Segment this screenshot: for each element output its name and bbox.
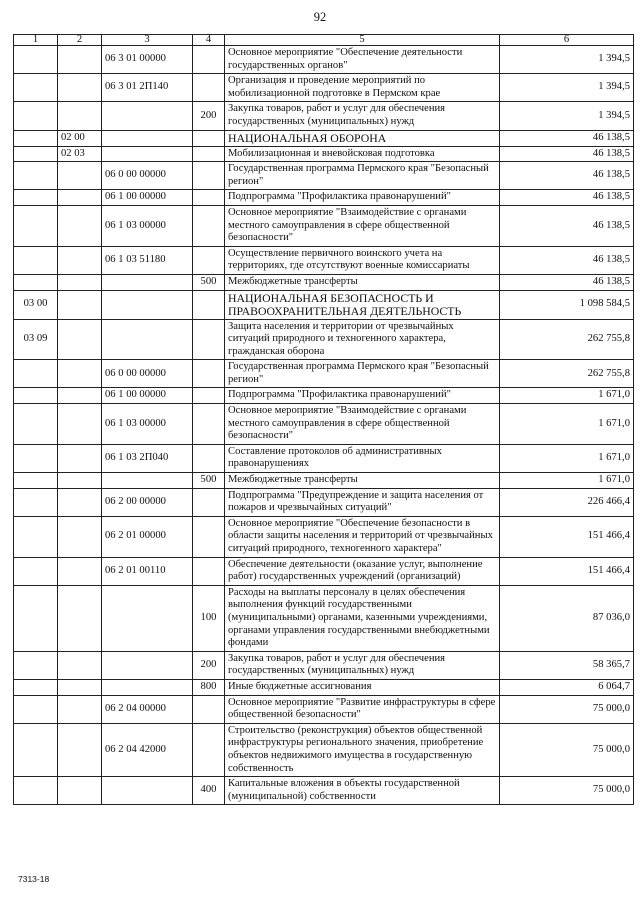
section-code [14,585,58,651]
table-row [14,388,634,404]
section-code [14,444,58,472]
section-code [14,723,58,776]
table-row [14,557,634,585]
expense-type-code [193,190,225,206]
amount: 1 671,0 [500,388,634,404]
expense-type-code [193,74,225,102]
expense-type-code: 500 [193,473,225,489]
section-code [14,388,58,404]
expense-type-code [193,723,225,776]
subsection-code [58,516,102,557]
section-code [14,679,58,695]
amount: 87 036,0 [500,585,634,651]
amount: 1 394,5 [500,46,634,74]
table-row [14,777,634,805]
subsection-code [58,651,102,679]
subsection-code [58,290,102,319]
target-article-code [102,274,193,290]
amount: 46 138,5 [500,190,634,206]
amount: 1 671,0 [500,473,634,489]
expense-type-code [193,388,225,404]
subsection-code [58,46,102,74]
section-code [14,274,58,290]
item-name: Обеспечение деятельности (оказание услуг, выполнение работ) государственных учреждений (организаций) [225,557,500,585]
page-number: 92 [313,10,327,24]
section-code [14,102,58,130]
expense-type-code [193,162,225,190]
table-row [14,695,634,723]
expense-type-code: 200 [193,651,225,679]
item-name: Закупка товаров, работ и услуг для обеспечения государственных (муниципальных) нужд [225,651,500,679]
section-code [14,695,58,723]
subsection-code: 02 00 [58,130,102,146]
table-row [14,319,634,360]
item-name: Осуществление первичного воинского учета на территориях, где отсутствуют военные комиссариаты [225,246,500,274]
expense-type-code [193,444,225,472]
target-article-code [102,130,193,146]
table-row [14,246,634,274]
table-row [14,679,634,695]
target-article-code [102,585,193,651]
table-row [14,46,634,74]
expense-type-code [193,290,225,319]
target-article-code [102,651,193,679]
amount: 1 671,0 [500,444,634,472]
section-code [14,130,58,146]
column-header: 6 [500,35,634,46]
amount: 1 671,0 [500,404,634,445]
amount: 58 365,7 [500,651,634,679]
item-name: Основное мероприятие "Обеспечение безопасности в области защиты населения и территорий от чрезвычайных ситуаций природного, техногенного характера" [225,516,500,557]
amount: 75 000,0 [500,723,634,776]
section-code [14,190,58,206]
section-code [14,488,58,516]
table-row [14,102,634,130]
section-code: 03 09 [14,319,58,360]
amount: 46 138,5 [500,162,634,190]
section-code [14,557,58,585]
amount: 1 394,5 [500,102,634,130]
table-row [14,290,634,319]
subsection-code [58,274,102,290]
expense-type-code [193,46,225,74]
section-code [14,146,58,162]
item-name: Защита населения и территории от чрезвычайных ситуаций природного и техногенного характера, гражданская оборона [225,319,500,360]
item-name: Основное мероприятие "Взаимодействие с органами местного самоуправления в сфере общественной безопасности" [225,404,500,445]
amount: 46 138,5 [500,205,634,246]
subsection-code [58,319,102,360]
section-code [14,404,58,445]
amount: 262 755,8 [500,319,634,360]
footer-code: 7313-18 [18,874,50,884]
amount: 6 064,7 [500,679,634,695]
target-article-code [102,319,193,360]
amount: 1 394,5 [500,74,634,102]
item-name: Капитальные вложения в объекты государственной (муниципальной) собственности [225,777,500,805]
table-row [14,473,634,489]
section-code [14,473,58,489]
target-article-code: 06 3 01 00000 [102,46,193,74]
target-article-code [102,777,193,805]
table-row [14,74,634,102]
expense-type-code: 500 [193,274,225,290]
budget-table [13,34,634,805]
amount: 75 000,0 [500,695,634,723]
amount: 46 138,5 [500,246,634,274]
subsection-code [58,679,102,695]
expense-type-code [193,360,225,388]
table-row [14,404,634,445]
column-header: 4 [193,35,225,46]
target-article-code: 06 0 00 00000 [102,360,193,388]
item-name: Мобилизационная и вневойсковая подготовка [225,146,500,162]
table-row [14,146,634,162]
expense-type-code [193,516,225,557]
target-article-code: 06 2 00 00000 [102,488,193,516]
target-article-code [102,473,193,489]
section-code [14,74,58,102]
target-article-code [102,679,193,695]
expense-type-code: 100 [193,585,225,651]
target-article-code [102,146,193,162]
table-row [14,651,634,679]
table-row [14,274,634,290]
subsection-code [58,246,102,274]
column-header: 5 [225,35,500,46]
table-row [14,585,634,651]
expense-type-code [193,695,225,723]
subsection-code [58,777,102,805]
subsection-code [58,557,102,585]
subsection-code [58,473,102,489]
target-article-code: 06 1 00 00000 [102,190,193,206]
subsection-code [58,102,102,130]
table-row [14,205,634,246]
target-article-code: 06 1 03 51180 [102,246,193,274]
amount: 46 138,5 [500,274,634,290]
item-name: Организация и проведение мероприятий по мобилизационной подготовке в Пермском крае [225,74,500,102]
target-article-code [102,102,193,130]
item-name: Основное мероприятие "Развитие инфраструктуры в сфере общественной безопасности" [225,695,500,723]
item-name: Государственная программа Пермского края "Безопасный регион" [225,360,500,388]
subsection-code [58,388,102,404]
column-header: 1 [14,35,58,46]
item-name: НАЦИОНАЛЬНАЯ ОБОРОНА [225,130,500,146]
section-code [14,246,58,274]
target-article-code: 06 2 01 00110 [102,557,193,585]
expense-type-code [193,319,225,360]
section-code [14,777,58,805]
table-header-row [14,35,634,46]
expense-type-code [193,557,225,585]
item-name: Составление протоколов об административных правонарушениях [225,444,500,472]
section-code [14,516,58,557]
target-article-code: 06 1 00 00000 [102,388,193,404]
item-name: Основное мероприятие "Обеспечение деятельности государственных органов" [225,46,500,74]
target-article-code [102,290,193,319]
item-name: Строительство (реконструкция) объектов общественной инфраструктуры регионального значения, приобретение объектов недвижимого имущества в государственную собственность [225,723,500,776]
section-code [14,205,58,246]
amount: 151 466,4 [500,516,634,557]
table-row [14,516,634,557]
item-name: Подпрограмма "Профилактика правонарушений" [225,388,500,404]
column-header: 3 [102,35,193,46]
target-article-code: 06 1 03 00000 [102,404,193,445]
section-code [14,46,58,74]
section-code [14,651,58,679]
table-body [14,46,634,805]
subsection-code [58,74,102,102]
item-name: Расходы на выплаты персоналу в целях обеспечения выполнения функций государственными (муниципальными) органами, казенными учреждениями, органами управления государственными внебюджетными фондами [225,585,500,651]
item-name: Подпрограмма "Профилактика правонарушений" [225,190,500,206]
table-row [14,130,634,146]
subsection-code [58,488,102,516]
target-article-code: 06 2 04 00000 [102,695,193,723]
amount: 262 755,8 [500,360,634,388]
item-name: НАЦИОНАЛЬНАЯ БЕЗОПАСНОСТЬ И ПРАВООХРАНИТЕЛЬНАЯ ДЕЯТЕЛЬНОСТЬ [225,290,500,319]
section-code: 03 00 [14,290,58,319]
subsection-code [58,695,102,723]
target-article-code: 06 3 01 2П140 [102,74,193,102]
item-name: Закупка товаров, работ и услуг для обеспечения государственных (муниципальных) нужд [225,102,500,130]
subsection-code [58,585,102,651]
amount: 1 098 584,5 [500,290,634,319]
item-name: Подпрограмма "Предупреждение и защита населения от пожаров и чрезвычайных ситуаций" [225,488,500,516]
amount: 226 466,4 [500,488,634,516]
target-article-code: 06 1 03 00000 [102,205,193,246]
table-row [14,360,634,388]
table-row [14,190,634,206]
amount: 151 466,4 [500,557,634,585]
expense-type-code: 400 [193,777,225,805]
table-row [14,488,634,516]
subsection-code [58,360,102,388]
expense-type-code [193,488,225,516]
subsection-code [58,162,102,190]
section-code [14,162,58,190]
subsection-code [58,404,102,445]
expense-type-code [193,404,225,445]
subsection-code [58,444,102,472]
amount: 46 138,5 [500,130,634,146]
expense-type-code [193,246,225,274]
expense-type-code: 800 [193,679,225,695]
target-article-code: 06 2 01 00000 [102,516,193,557]
subsection-code [58,205,102,246]
item-name: Иные бюджетные ассигнования [225,679,500,695]
section-code [14,360,58,388]
target-article-code: 06 2 04 42000 [102,723,193,776]
item-name: Государственная программа Пермского края "Безопасный регион" [225,162,500,190]
amount: 46 138,5 [500,146,634,162]
target-article-code: 06 1 03 2П040 [102,444,193,472]
table-row [14,162,634,190]
target-article-code: 06 0 00 00000 [102,162,193,190]
expense-type-code [193,130,225,146]
expense-type-code [193,205,225,246]
table-row [14,444,634,472]
subsection-code [58,190,102,206]
amount: 75 000,0 [500,777,634,805]
expense-type-code: 200 [193,102,225,130]
table-row [14,723,634,776]
item-name: Межбюджетные трансферты [225,473,500,489]
column-header: 2 [58,35,102,46]
subsection-code: 02 03 [58,146,102,162]
item-name: Основное мероприятие "Взаимодействие с органами местного самоуправления в сфере общественной безопасности" [225,205,500,246]
subsection-code [58,723,102,776]
item-name: Межбюджетные трансферты [225,274,500,290]
expense-type-code [193,146,225,162]
